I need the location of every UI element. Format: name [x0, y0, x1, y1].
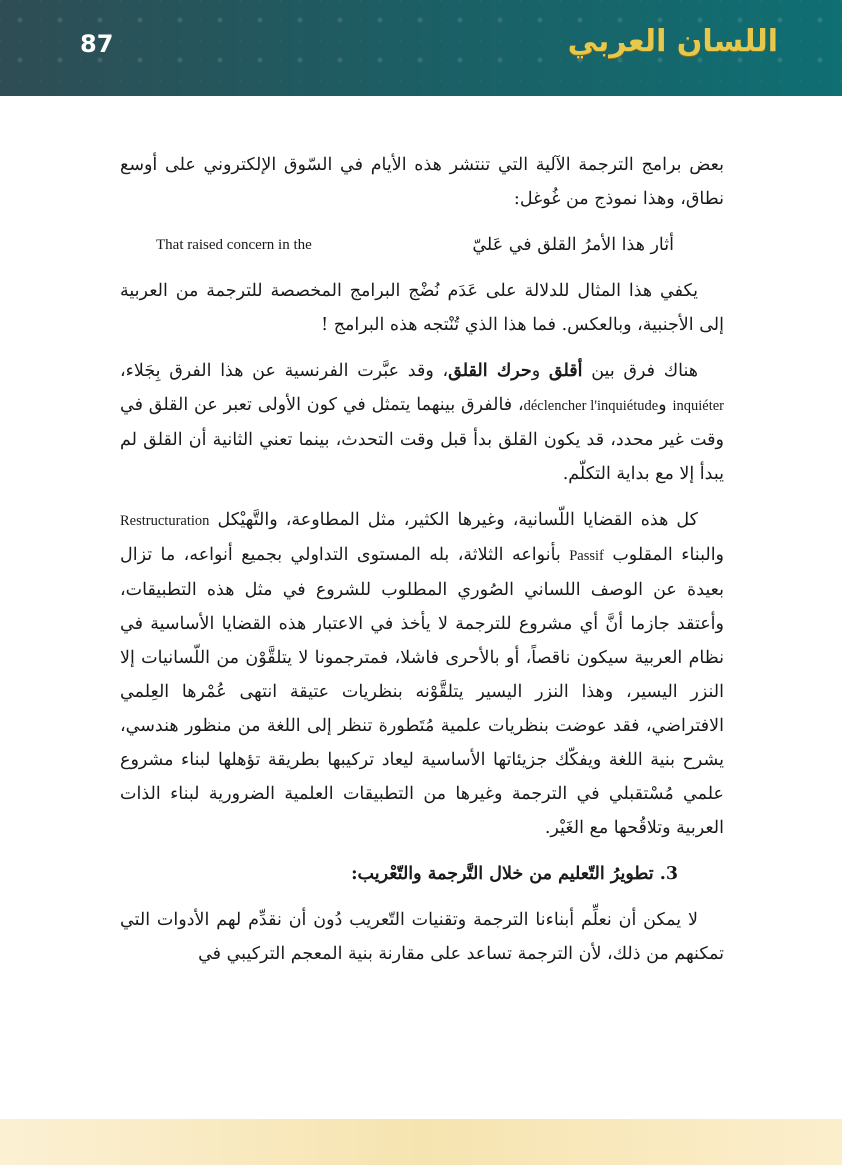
p3-french-term-1: inquiéter — [672, 398, 724, 414]
example-english: That raised concern in the — [156, 237, 312, 253]
page-number: 87 — [80, 30, 114, 58]
page-header — [0, 0, 842, 96]
translation-example — [120, 228, 724, 262]
example-arabic: أثار هذا الأمرُ القلق في عَليّ — [472, 235, 674, 255]
paragraph-5: لا يمكن أن نعلِّم أبناءنا الترجمة وتقنيات التّعريب دُون أن نقدِّم لهم الأدوات التي تمكنهم من ذلك، لأن الترجمة تساعد على مقارنة بنية المعجم التركيبي في — [120, 910, 724, 964]
p4-text-b: والبناء المقلوب — [603, 545, 725, 565]
p3-term-harrak: حرك القلق — [448, 361, 532, 381]
p4-text-c: بأنواعه الثلاثة، بله المستوى التداولي بجميع أنواعه، ما تزال بعيدة عن الوصف اللساني الصُوري المطلوب للشروع في مثل هذه التطبيقات، وأعتقد جازما أنَّ أي مشروع للترجمة لا يأخذ في الاعتبار هذه القضايا الأساسية في نظام العربية سيكون ناقصاً، أو بالأحرى فاشلا، فمترجمونا لا يتلقَّوْن من اللّسانيات إلا النزر اليسير، وهذا النزر اليسير يتلقَّوْنه بنظريات عتيقة انتهى عُمْرها العِلمي الافتراضي، فقد عوضت بنظريات علمية مُتَطورة تنظر إلى اللغة من منظور هندسي، يشرح بنية اللغة ويفكّك جزيئاتها الأساسية ليعاد تركيبها بطريقة تؤهلها لبناء مشروع علمي مُسْتقبلي في الترجمة وغيرها من التطبيقات العلمية الضرورية لبناء الذات العربية وتلاقُحها مع الغَيْر. — [120, 545, 724, 838]
paragraph-4 — [120, 503, 724, 845]
p4-text-a: كل هذه القضايا اللّسانية، وغيرها الكثير، مثل المطاوعة، والتَّهيْكل — [209, 510, 698, 530]
p3-french-term-2: déclencher l'inquiétude — [523, 398, 659, 414]
p3-text-c: و — [531, 361, 549, 381]
p3-term-aqlaq: أقلق — [548, 361, 583, 381]
journal-logo: اللسان العربي — [567, 24, 778, 59]
p3-text-f: ، فالفرق بينهما يتمثل في كون الأولى تعبر عن القلق في وقت غير محدد، قد يكون القلق بدأ قبل وقت التحدث، بينما تعني الثانية أن القلق لم يبدأ إلا مع بداية التكلّم. — [120, 395, 724, 484]
p4-french-term-1: Restructuration — [120, 513, 210, 529]
footer-band — [0, 1119, 842, 1165]
section-heading: 3. تطويرُ التّعليم من خلال التَّرجمة والتّعْريب: — [351, 864, 678, 884]
paragraph-1: بعض برامج الترجمة الآلية التي تنتشر هذه الأيام في السّوق الإلكتروني على أوسع نطاق، وهذا نموذج من غُوغل: — [120, 155, 724, 209]
p3-text-d: ، وقد عبَّرت الفرنسية عن هذا الفرق بِجَلاء، — [120, 361, 449, 381]
paragraph-2: يكفي هذا المثال للدلالة على عَدَم نُضْج البرامج المخصصة للترجمة من العربية إلى الأجنبية، وبالعكس. فما هذا الذي تُنْتجه هذه البرامج ! — [120, 281, 724, 335]
p3-text-e: و — [658, 395, 673, 415]
p3-text-a: هناك فرق بين — [582, 361, 698, 381]
article-body — [120, 148, 724, 983]
paragraph-3 — [120, 354, 724, 491]
p4-french-term-2: Passif — [569, 548, 604, 564]
